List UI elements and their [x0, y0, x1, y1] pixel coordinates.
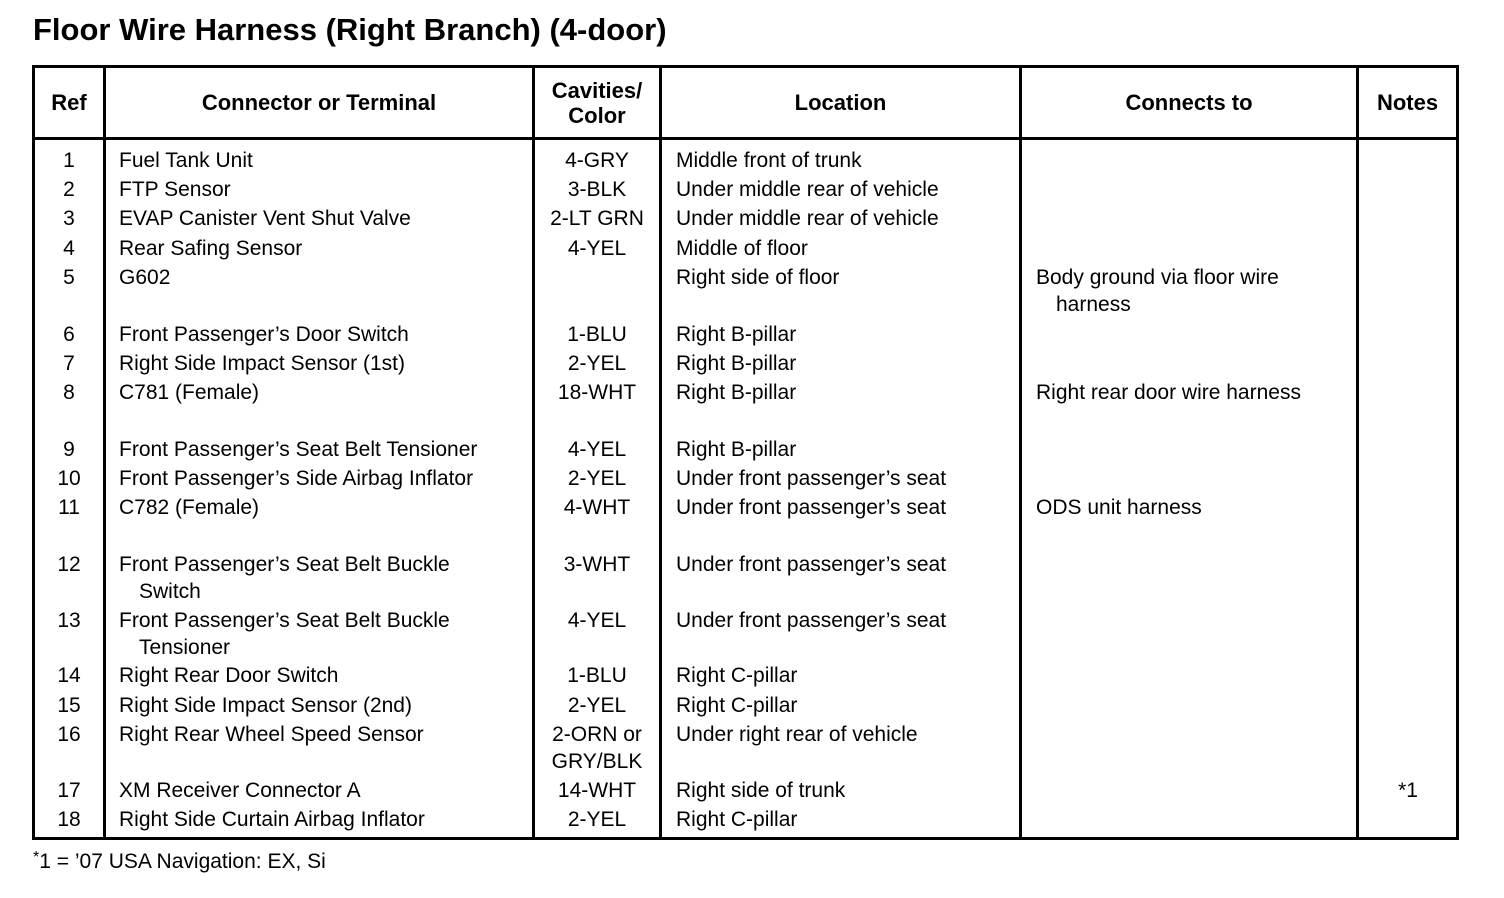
footnote	[33, 849, 326, 874]
location-cell-text: Right side of trunk	[676, 779, 846, 802]
location-cell	[676, 721, 918, 748]
connector-cell	[119, 436, 477, 463]
ref-cell	[35, 662, 103, 689]
cavities-cell-text: 1-BLU	[567, 664, 627, 687]
location-cell	[676, 147, 862, 174]
connector-cell	[119, 494, 259, 521]
cavities-cell-text: 2-ORN or	[552, 723, 642, 746]
location-cell-text: Right B-pillar	[676, 352, 797, 375]
column-divider	[103, 68, 106, 837]
ref-cell-text: 1	[63, 149, 75, 172]
ref-cell-text: 13	[57, 609, 81, 632]
ref-cell-text: 9	[63, 438, 75, 461]
ref-cell	[35, 147, 103, 174]
column-divider	[1019, 68, 1022, 837]
location-cell-text: Middle of floor	[676, 237, 808, 260]
ref-cell	[35, 321, 103, 348]
location-cell	[676, 235, 808, 262]
ref-cell	[35, 777, 103, 804]
column-divider	[659, 68, 662, 837]
connector-cell-text: Right Rear Wheel Speed Sensor	[119, 723, 424, 746]
ref-cell-text: 14	[57, 664, 81, 687]
ref-cell	[35, 494, 103, 521]
connects-to-cell	[1036, 264, 1279, 318]
ref-cell	[35, 465, 103, 492]
cavities-cell	[535, 662, 659, 689]
header-cavities-line2: Color	[568, 102, 626, 128]
connector-cell	[119, 777, 361, 804]
cavities-cell	[535, 551, 659, 578]
location-cell-text: Right C-pillar	[676, 664, 798, 687]
wire-harness-table	[32, 65, 1459, 840]
location-cell	[676, 205, 939, 232]
ref-cell-text: 2	[63, 178, 75, 201]
connector-cell-text: EVAP Canister Vent Shut Valve	[119, 207, 411, 230]
connector-cell-text: Right Rear Door Switch	[119, 664, 339, 687]
ref-cell-text: 18	[57, 808, 81, 831]
ref-cell	[35, 205, 103, 232]
cavities-cell	[535, 692, 659, 719]
connector-cell	[119, 205, 411, 232]
connector-cell-text-line2: Tensioner	[139, 636, 231, 659]
cavities-cell	[535, 436, 659, 463]
location-cell-text: Right B-pillar	[676, 323, 797, 346]
cavities-cell-text: 3-WHT	[563, 553, 631, 576]
connector-cell	[119, 264, 170, 291]
cavities-cell	[535, 379, 659, 406]
cavities-cell-text: 4-YEL	[567, 237, 627, 260]
header-connects-to: Connects to	[1125, 90, 1253, 115]
ref-cell	[35, 379, 103, 406]
location-cell	[676, 264, 839, 291]
cavities-cell-text: 1-BLU	[567, 323, 627, 346]
ref-cell	[35, 264, 103, 291]
location-cell-text: Right B-pillar	[676, 438, 797, 461]
connector-cell	[119, 379, 259, 406]
connector-cell	[119, 607, 450, 661]
cavities-cell	[535, 321, 659, 348]
location-cell-text: Right C-pillar	[676, 808, 798, 831]
location-cell-text: Under middle rear of vehicle	[676, 207, 939, 230]
location-cell	[676, 607, 946, 634]
connects-to-cell	[1036, 379, 1301, 406]
cavities-cell	[535, 205, 659, 232]
connector-cell-text: Fuel Tank Unit	[119, 149, 253, 172]
connector-cell-text: G602	[119, 266, 171, 289]
location-cell	[676, 176, 939, 203]
ref-cell-text: 11	[58, 496, 80, 519]
cavities-cell-text: 4-GRY	[565, 149, 629, 172]
location-cell	[676, 350, 796, 377]
connector-cell	[119, 465, 473, 492]
cavities-cell	[535, 147, 659, 174]
table-header	[35, 68, 1456, 140]
header-location: Location	[794, 90, 887, 115]
connects-to-cell	[1036, 494, 1202, 521]
cavities-cell-text: 2-YEL	[567, 808, 627, 831]
header-ref: Ref	[51, 90, 87, 115]
connects-to-cell-text: ODS unit harness	[1036, 496, 1202, 519]
location-cell	[676, 465, 946, 492]
ref-cell	[35, 806, 103, 833]
location-cell	[676, 494, 946, 521]
connects-to-cell-text: Body ground via floor wire	[1036, 266, 1279, 289]
ref-cell-text: 3	[63, 207, 75, 230]
connector-cell	[119, 662, 338, 689]
connector-cell-text: C782 (Female)	[119, 496, 260, 519]
location-cell	[676, 692, 797, 719]
location-cell	[676, 777, 845, 804]
ref-cell	[35, 607, 103, 634]
cavities-cell-text: 2-LT GRN	[550, 207, 644, 230]
ref-cell	[35, 721, 103, 748]
connects-to-cell-text-line2: harness	[1056, 293, 1131, 316]
footnote-text: 1 = ’07 USA Navigation: EX, Si	[39, 850, 326, 873]
ref-cell	[35, 436, 103, 463]
connector-cell-text: C781 (Female)	[119, 381, 260, 404]
cavities-cell-text: 2-YEL	[567, 694, 627, 717]
ref-cell-text: 7	[63, 352, 75, 375]
location-cell	[676, 551, 946, 578]
location-cell-text: Under front passenger’s seat	[676, 553, 947, 576]
cavities-cell	[535, 607, 659, 634]
connector-cell	[119, 321, 409, 348]
connector-cell-text: Front Passenger’s Side Airbag Inflator	[119, 467, 474, 490]
connector-cell	[119, 235, 302, 262]
cavities-cell-text: 2-YEL	[567, 352, 627, 375]
cavities-cell-text: 3-BLK	[567, 178, 627, 201]
location-cell-text: Right side of floor	[676, 266, 840, 289]
ref-cell-text: 17	[57, 779, 81, 802]
header-cavities-line1: Cavities/	[551, 77, 643, 103]
ref-cell-text: 15	[57, 694, 81, 717]
location-cell	[676, 662, 797, 689]
cavities-cell-text: 18-WHT	[557, 381, 637, 404]
cavities-cell-text: 14-WHT	[557, 779, 637, 802]
cavities-cell-text: 4-YEL	[567, 438, 627, 461]
connector-cell-text: Front Passenger’s Seat Belt Buckle	[119, 609, 450, 632]
ref-cell-text: 8	[63, 381, 75, 404]
cavities-cell	[535, 806, 659, 833]
connector-cell	[119, 692, 412, 719]
connector-cell-text: Right Side Curtain Airbag Inflator	[119, 808, 425, 831]
header-notes: Notes	[1376, 90, 1439, 115]
notes-cell-text: *1	[1398, 779, 1418, 802]
connector-cell	[119, 721, 424, 748]
ref-cell	[35, 235, 103, 262]
connector-cell-text: Right Side Impact Sensor (1st)	[119, 352, 405, 375]
location-cell	[676, 806, 797, 833]
cavities-cell	[535, 235, 659, 262]
ref-cell	[35, 692, 103, 719]
connector-cell-text: Right Side Impact Sensor (2nd)	[119, 694, 412, 717]
page-title: Floor Wire Harness (Right Branch) (4-door)	[33, 12, 667, 47]
location-cell-text: Under front passenger’s seat	[676, 496, 947, 519]
cavities-cell-text: 4-WHT	[563, 496, 631, 519]
location-cell-text: Under front passenger’s seat	[676, 467, 947, 490]
header-cavities	[535, 68, 659, 137]
connector-cell-text-line2: Switch	[139, 580, 201, 603]
ref-cell-text: 12	[57, 553, 81, 576]
location-cell-text: Middle front of trunk	[676, 149, 862, 172]
notes-cell	[1357, 777, 1459, 804]
location-cell-text: Right B-pillar	[676, 381, 797, 404]
location-cell-text: Under front passenger’s seat	[676, 609, 947, 632]
cavities-cell-text-line2: GRY/BLK	[551, 750, 643, 773]
connector-cell-text: Front Passenger’s Seat Belt Tensioner	[119, 438, 478, 461]
ref-cell-text: 4	[63, 237, 75, 260]
connects-to-cell-text: Right rear door wire harness	[1036, 381, 1301, 404]
connector-cell	[119, 350, 405, 377]
connector-cell	[119, 806, 425, 833]
location-cell-text: Under right rear of vehicle	[676, 723, 918, 746]
connector-cell-text: Front Passenger’s Seat Belt Buckle	[119, 553, 450, 576]
ref-cell-text: 10	[57, 467, 81, 490]
ref-cell	[35, 176, 103, 203]
footnote-mark: *	[33, 849, 40, 866]
location-cell-text: Under middle rear of vehicle	[676, 178, 939, 201]
connector-cell-text: FTP Sensor	[119, 178, 231, 201]
cavities-cell-text: 2-YEL	[567, 467, 627, 490]
connector-cell-text: Front Passenger’s Door Switch	[119, 323, 409, 346]
cavities-cell-text: 4-YEL	[567, 609, 627, 632]
connector-cell-text: Rear Safing Sensor	[119, 237, 303, 260]
cavities-cell	[535, 721, 659, 775]
connector-cell	[119, 176, 231, 203]
connector-cell	[119, 147, 253, 174]
ref-cell-text: 5	[63, 266, 75, 289]
ref-cell	[35, 551, 103, 578]
cavities-cell	[535, 350, 659, 377]
connector-cell-text: XM Receiver Connector A	[119, 779, 361, 802]
ref-cell-text: 16	[57, 723, 81, 746]
cavities-cell	[535, 777, 659, 804]
ref-cell	[35, 350, 103, 377]
cavities-cell	[535, 494, 659, 521]
ref-cell-text: 6	[63, 323, 75, 346]
cavities-cell	[535, 176, 659, 203]
location-cell	[676, 379, 796, 406]
location-cell-text: Right C-pillar	[676, 694, 798, 717]
connector-cell	[119, 551, 450, 605]
column-divider	[1356, 68, 1359, 837]
cavities-cell	[535, 465, 659, 492]
location-cell	[676, 321, 796, 348]
header-connector: Connector or Terminal	[201, 90, 437, 115]
location-cell	[676, 436, 796, 463]
